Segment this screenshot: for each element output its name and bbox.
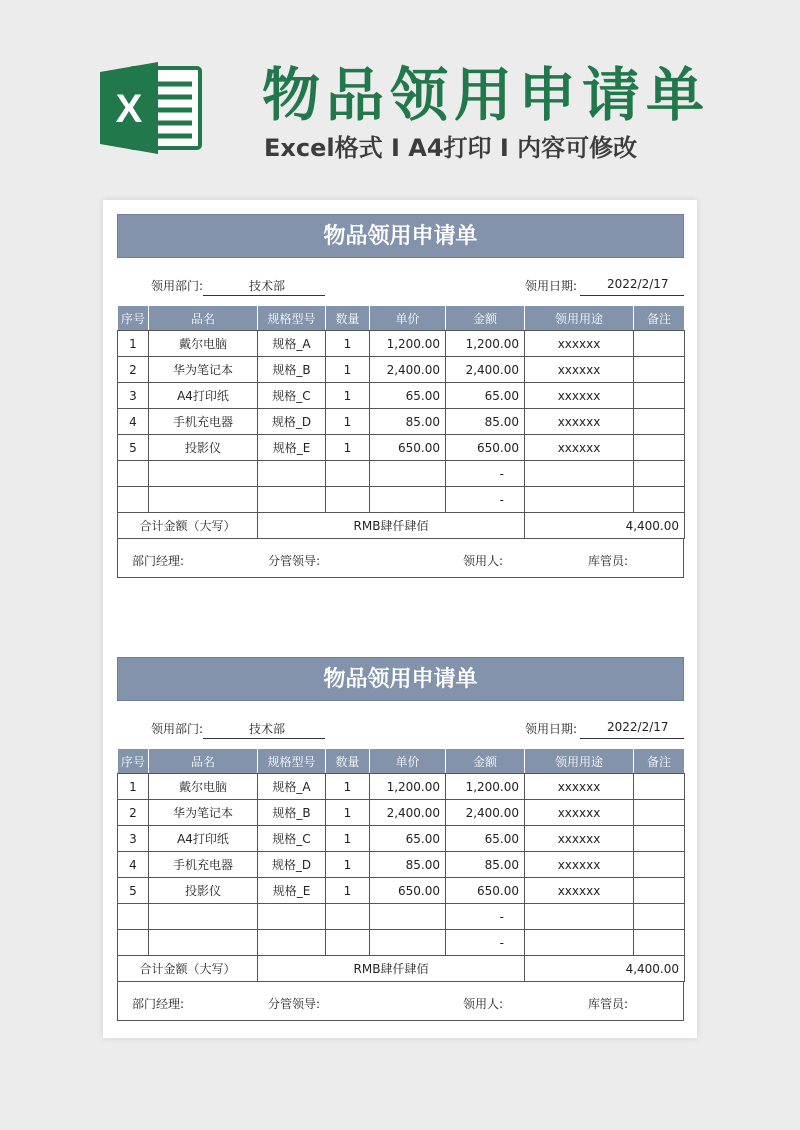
column-header: 数量 <box>326 306 370 331</box>
cell-use[interactable] <box>525 461 634 487</box>
cell-spec[interactable]: 规格_D <box>258 852 326 878</box>
dept-field[interactable]: 技术部 <box>249 722 286 736</box>
cell-name[interactable]: 投影仪 <box>149 435 258 461</box>
column-header: 品名 <box>149 749 258 774</box>
cell-qty[interactable] <box>326 930 370 956</box>
column-header: 领用用途 <box>525 306 634 331</box>
cell-name[interactable] <box>149 487 258 513</box>
table-header-row <box>118 306 685 331</box>
cell-name[interactable]: 手机充电器 <box>149 409 258 435</box>
cell-name[interactable]: A4打印纸 <box>149 826 258 852</box>
cell-price[interactable]: 650.00 <box>370 878 446 904</box>
cell-price[interactable] <box>370 487 446 513</box>
column-header: 备注 <box>634 306 685 331</box>
cell-note[interactable] <box>634 904 685 930</box>
cell-price[interactable]: 85.00 <box>370 409 446 435</box>
table-header-row <box>118 749 685 774</box>
table-row <box>118 800 685 826</box>
cell-no[interactable]: 5 <box>118 878 149 904</box>
cell-name[interactable]: 华为笔记本 <box>149 357 258 383</box>
blank-row <box>118 930 685 956</box>
total-amount[interactable]: 4,400.00 <box>525 956 685 982</box>
dept-underline <box>203 738 325 739</box>
cell-amount[interactable]: 65.00 <box>446 826 525 852</box>
cell-spec[interactable]: 规格_B <box>258 800 326 826</box>
request-form-2 <box>117 657 684 1021</box>
cell-qty[interactable]: 1 <box>326 878 370 904</box>
sign-supervisor-label: 分管领导: <box>268 997 321 1011</box>
cell-no[interactable] <box>118 904 149 930</box>
cell-use[interactable]: xxxxxx <box>525 826 634 852</box>
cell-no[interactable] <box>118 487 149 513</box>
cell-note[interactable] <box>634 930 685 956</box>
cell-no[interactable]: 1 <box>118 774 149 800</box>
signature-row <box>117 982 684 1021</box>
cell-note[interactable] <box>634 852 685 878</box>
cell-note[interactable] <box>634 800 685 826</box>
cell-spec[interactable]: 规格_A <box>258 331 326 357</box>
column-header: 规格型号 <box>258 306 326 331</box>
table-row <box>118 409 685 435</box>
cell-price[interactable]: 65.00 <box>370 383 446 409</box>
cell-use[interactable]: xxxxxx <box>525 774 634 800</box>
cell-spec[interactable]: 规格_A <box>258 774 326 800</box>
total-label: 合计金额（大写） <box>118 513 258 539</box>
form-meta <box>117 701 684 748</box>
cell-no[interactable]: 2 <box>118 800 149 826</box>
column-header: 品名 <box>149 306 258 331</box>
date-underline <box>580 738 684 739</box>
cell-amount[interactable]: - <box>446 461 525 487</box>
column-header: 单价 <box>370 306 446 331</box>
date-label: 领用日期: <box>525 279 578 293</box>
cell-amount[interactable]: 65.00 <box>446 383 525 409</box>
sign-receiver-label: 领用人: <box>463 997 504 1011</box>
cell-no[interactable]: 2 <box>118 357 149 383</box>
cell-name[interactable] <box>149 904 258 930</box>
table-row <box>118 774 685 800</box>
cell-no[interactable] <box>118 930 149 956</box>
cell-no[interactable]: 5 <box>118 435 149 461</box>
cell-price[interactable]: 85.00 <box>370 852 446 878</box>
table-row <box>118 826 685 852</box>
cell-note[interactable] <box>634 826 685 852</box>
cell-note[interactable] <box>634 383 685 409</box>
table-row <box>118 357 685 383</box>
table-row <box>118 852 685 878</box>
cell-qty[interactable]: 1 <box>326 383 370 409</box>
cell-spec[interactable] <box>258 904 326 930</box>
cell-qty[interactable] <box>326 461 370 487</box>
dept-label: 领用部门: <box>151 722 204 736</box>
cell-name[interactable]: 戴尔电脑 <box>149 331 258 357</box>
cell-use[interactable]: xxxxxx <box>525 409 634 435</box>
cell-spec[interactable]: 规格_E <box>258 878 326 904</box>
blank-row <box>118 904 685 930</box>
cell-spec[interactable] <box>258 930 326 956</box>
cell-price[interactable] <box>370 461 446 487</box>
cell-use[interactable]: xxxxxx <box>525 800 634 826</box>
date-underline <box>580 295 684 296</box>
date-field[interactable]: 2022/2/17 <box>607 277 669 291</box>
cell-note[interactable] <box>634 331 685 357</box>
column-header: 金额 <box>446 306 525 331</box>
dept-field[interactable]: 技术部 <box>249 279 286 293</box>
document-page <box>103 200 697 1038</box>
cell-spec[interactable] <box>258 461 326 487</box>
cell-qty[interactable]: 1 <box>326 435 370 461</box>
total-amount[interactable]: 4,400.00 <box>525 513 685 539</box>
excel-logo-icon <box>100 62 204 154</box>
table-body <box>118 774 685 982</box>
banner-subtitle: Excel格式 I A4打印 I 内容可修改 <box>264 134 638 162</box>
table-row <box>118 383 685 409</box>
sign-keeper-label: 库管员: <box>588 554 629 568</box>
cell-qty[interactable] <box>326 487 370 513</box>
items-table <box>117 305 685 539</box>
cell-price[interactable]: 2,400.00 <box>370 800 446 826</box>
cell-spec[interactable] <box>258 487 326 513</box>
cell-name[interactable]: 华为笔记本 <box>149 800 258 826</box>
form-title: 物品领用申请单 <box>117 214 684 258</box>
cell-spec[interactable]: 规格_C <box>258 826 326 852</box>
banner <box>0 0 800 195</box>
total-row <box>118 513 685 539</box>
cell-note[interactable] <box>634 487 685 513</box>
cell-note[interactable] <box>634 878 685 904</box>
table-row <box>118 878 685 904</box>
cell-note[interactable] <box>634 357 685 383</box>
cell-qty[interactable]: 1 <box>326 331 370 357</box>
signature-row <box>117 539 684 578</box>
cell-price[interactable] <box>370 930 446 956</box>
cell-amount[interactable]: 1,200.00 <box>446 331 525 357</box>
cell-use[interactable]: xxxxxx <box>525 852 634 878</box>
column-header: 序号 <box>118 306 149 331</box>
cell-no[interactable]: 4 <box>118 852 149 878</box>
form-title: 物品领用申请单 <box>117 657 684 701</box>
table-body <box>118 331 685 539</box>
column-header: 单价 <box>370 749 446 774</box>
cell-amount[interactable]: 2,400.00 <box>446 800 525 826</box>
cell-qty[interactable] <box>326 904 370 930</box>
blank-row <box>118 461 685 487</box>
cell-note[interactable] <box>634 461 685 487</box>
dept-underline <box>203 295 325 296</box>
banner-title: 物品领用申请单 <box>262 61 711 129</box>
cell-no[interactable]: 3 <box>118 826 149 852</box>
form-meta <box>117 258 684 305</box>
cell-amount[interactable]: - <box>446 487 525 513</box>
cell-use[interactable]: xxxxxx <box>525 435 634 461</box>
column-header: 规格型号 <box>258 749 326 774</box>
column-header: 备注 <box>634 749 685 774</box>
cell-note[interactable] <box>634 435 685 461</box>
cell-spec[interactable]: 规格_B <box>258 357 326 383</box>
cell-amount[interactable]: 650.00 <box>446 878 525 904</box>
cell-name[interactable]: 戴尔电脑 <box>149 774 258 800</box>
cell-price[interactable]: 1,200.00 <box>370 774 446 800</box>
cell-name[interactable] <box>149 930 258 956</box>
sign-keeper-label: 库管员: <box>588 997 629 1011</box>
cell-qty[interactable]: 1 <box>326 800 370 826</box>
cell-use[interactable]: xxxxxx <box>525 878 634 904</box>
column-header: 数量 <box>326 749 370 774</box>
cell-no[interactable]: 3 <box>118 383 149 409</box>
cell-use[interactable] <box>525 904 634 930</box>
cell-amount[interactable]: 1,200.00 <box>446 774 525 800</box>
cell-name[interactable]: 手机充电器 <box>149 852 258 878</box>
table-row <box>118 435 685 461</box>
cell-amount[interactable]: 85.00 <box>446 409 525 435</box>
cell-no[interactable] <box>118 461 149 487</box>
cell-use[interactable]: xxxxxx <box>525 357 634 383</box>
cell-qty[interactable]: 1 <box>326 357 370 383</box>
cell-price[interactable]: 1,200.00 <box>370 331 446 357</box>
cell-name[interactable]: A4打印纸 <box>149 383 258 409</box>
cell-no[interactable]: 1 <box>118 331 149 357</box>
date-field[interactable]: 2022/2/17 <box>607 720 669 734</box>
cell-spec[interactable]: 规格_C <box>258 383 326 409</box>
cell-qty[interactable]: 1 <box>326 774 370 800</box>
total-label: 合计金额（大写） <box>118 956 258 982</box>
cell-spec[interactable]: 规格_D <box>258 409 326 435</box>
cell-use[interactable] <box>525 487 634 513</box>
logo-letter: X <box>115 87 143 131</box>
total-words[interactable]: RMB肆仟肆佰 <box>258 956 525 982</box>
cell-amount[interactable]: - <box>446 930 525 956</box>
cell-price[interactable]: 65.00 <box>370 826 446 852</box>
cell-note[interactable] <box>634 774 685 800</box>
cell-price[interactable]: 650.00 <box>370 435 446 461</box>
date-label: 领用日期: <box>525 722 578 736</box>
blank-row <box>118 487 685 513</box>
items-table <box>117 748 685 982</box>
dept-label: 领用部门: <box>151 279 204 293</box>
cell-name[interactable] <box>149 461 258 487</box>
cell-name[interactable]: 投影仪 <box>149 878 258 904</box>
total-words[interactable]: RMB肆仟肆佰 <box>258 513 525 539</box>
column-header: 领用用途 <box>525 749 634 774</box>
cell-qty[interactable]: 1 <box>326 409 370 435</box>
cell-spec[interactable]: 规格_E <box>258 435 326 461</box>
request-form-1 <box>117 214 684 578</box>
cell-qty[interactable]: 1 <box>326 852 370 878</box>
cell-use[interactable] <box>525 930 634 956</box>
cell-use[interactable]: xxxxxx <box>525 331 634 357</box>
cell-price[interactable]: 2,400.00 <box>370 357 446 383</box>
sign-manager-label: 部门经理: <box>132 997 185 1011</box>
cell-use[interactable]: xxxxxx <box>525 383 634 409</box>
total-row <box>118 956 685 982</box>
sign-receiver-label: 领用人: <box>463 554 504 568</box>
table-row <box>118 331 685 357</box>
column-header: 金额 <box>446 749 525 774</box>
cell-price[interactable] <box>370 904 446 930</box>
cell-amount[interactable]: 85.00 <box>446 852 525 878</box>
cell-amount[interactable]: 2,400.00 <box>446 357 525 383</box>
sign-supervisor-label: 分管领导: <box>268 554 321 568</box>
column-header: 序号 <box>118 749 149 774</box>
cell-amount[interactable]: - <box>446 904 525 930</box>
cell-note[interactable] <box>634 409 685 435</box>
cell-no[interactable]: 4 <box>118 409 149 435</box>
cell-amount[interactable]: 650.00 <box>446 435 525 461</box>
cell-qty[interactable]: 1 <box>326 826 370 852</box>
sign-manager-label: 部门经理: <box>132 554 185 568</box>
